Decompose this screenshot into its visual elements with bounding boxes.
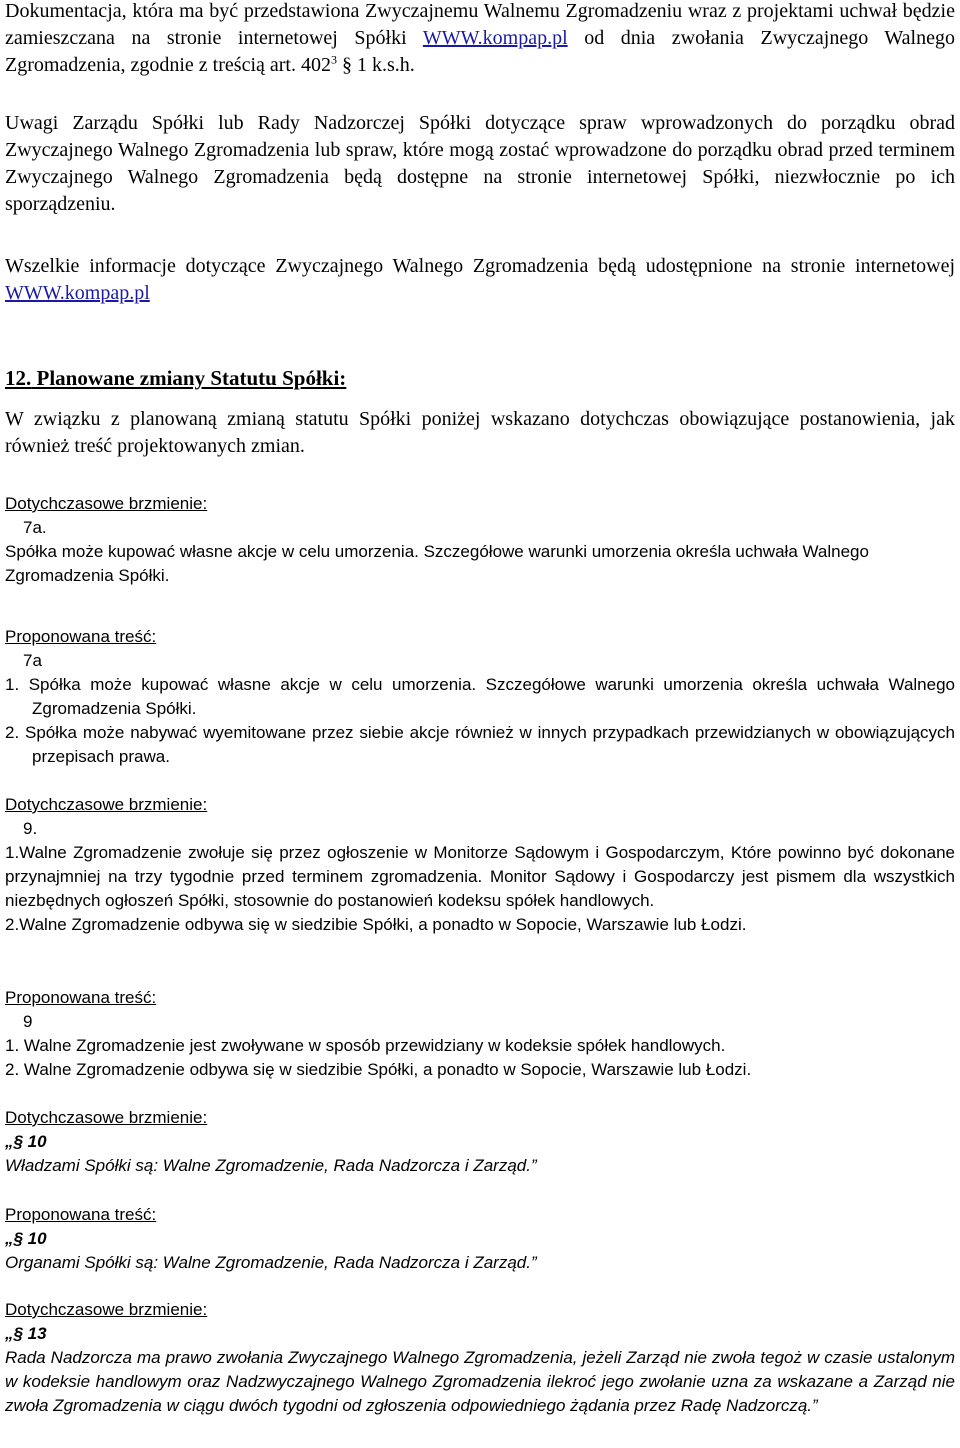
article-paragraph: 2. Walne Zgromadzenie odbywa się w siedzibie Spółki, a ponadto w Sopocie, Warszawie lub Łodzi. [5,1060,752,1079]
article-paragraph: 2.Walne Zgromadzenie odbywa się w siedzibie Spółki, a ponadto w Sopocie, Warszawie lub Łodzi. [5,915,747,934]
intro-text: Dokumentacja, która ma być przedstawiona Zwyczajnemu Walnemu Zgromadzeniu wraz z projektami uchwał będzie zamieszczana na stronie internetowej Spółki [5,0,955,49]
article-text: Spółka może kupować własne akcje w celu umorzenia. Szczegółowe warunki umorzenia określa uchwała Walnego Zgromadzenia Spółki. [5,542,869,585]
label-current: Dotychczasowe brzmienie: [5,1108,208,1127]
proposed-wording-7a [5,625,955,769]
intro-paragraph-1 [5,0,955,79]
article-number: 7a [23,651,42,670]
intro-text: § 1 k.s.h. [336,54,415,76]
current-wording-10 [5,1106,955,1178]
intro-paragraph-3 [5,253,955,307]
label-proposed: Proponowana treść: [5,988,157,1007]
intro-text: od dnia zwołania Zwyczajnego Walnego Zgromadzenia, zgodnie z treścią art. 402 [5,27,955,76]
article-paragraph: 1. Walne Zgromadzenie jest zwoływane w sposób przewidziany w kodeksie spółek handlowych. [5,1036,726,1055]
section-intro: W związku z planowaną zmianą statutu Spółki poniżej wskazano dotychczas obowiązujące postanowienia, jak również treść projektowanych zmian. [5,408,955,457]
article-number: „§ 13 [5,1324,47,1343]
current-wording-13 [5,1298,955,1418]
article-number: „§ 10 [5,1132,47,1151]
current-wording-7a [5,492,955,588]
list-item: 1. Spółka może kupować własne akcje w celu umorzenia. Szczegółowe warunki umorzenia określa uchwała Walnego Zgromadzenia Spółki. [5,675,955,718]
article-number: 9 [23,1012,33,1031]
proposed-wording-9 [5,986,955,1082]
label-current: Dotychczasowe brzmienie: [5,1300,208,1319]
proposed-wording-10 [5,1203,955,1275]
website-link[interactable]: WWW.kompap.pl [5,282,150,304]
section-heading [5,365,955,392]
article-text: Władzami Spółki są: Walne Zgromadzenie, Rada Nadzorcza i Zarząd.” [5,1156,537,1175]
intro-paragraph-2: Uwagi Zarządu Spółki lub Rady Nadzorczej Spółki dotyczące spraw wprowadzonych do porządku obrad Zwyczajnego Walnego Zgromadzenia lub spraw, które mogą zostać wprowadzone do porządku obrad przed terminem Zwyczajnego Walnego Zgromadzenia będą dostępne na stronie internetowej Spółki, niezwłocznie po ich sporządzeniu. [5,112,955,215]
article-paragraph: 1.Walne Zgromadzenie zwołuje się przez ogłoszenie w Monitorze Sądowym i Gospodarczym, Które powinno być dokonane przynajmniej na trzy tygodnie przed terminem zgromadzenia. Monitor Sądowy i Gospodarczy jest pismem dla wszystkich niezbędnych ogłoszeń Spółki, stosownie do postanowień kodeksu spółek handlowych. [5,843,955,910]
label-current: Dotychczasowe brzmienie: [5,795,208,814]
article-number: 7a. [23,518,47,537]
list-item: 2. Spółka może nabywać wyemitowane przez siebie akcje również w innych przypadkach przewidzianych w obowiązujących przepisach prawa. [5,723,955,766]
article-number: „§ 10 [5,1229,47,1248]
label-current: Dotychczasowe brzmienie: [5,494,208,513]
article-number: 9. [23,819,38,838]
current-wording-9 [5,793,955,937]
section-number: 12. [5,366,32,390]
label-proposed: Proponowana treść: [5,1205,157,1224]
section-title: Planowane zmiany Statutu Spółki: [31,366,347,390]
label-proposed: Proponowana treść: [5,627,157,646]
intro-text: Wszelkie informacje dotyczące Zwyczajnego Walnego Zgromadzenia będą udostępnione na stronie internetowej [5,255,955,277]
superscript: 3 [330,52,337,67]
website-link[interactable]: WWW.kompap.pl [422,27,568,49]
article-text: Organami Spółki są: Walne Zgromadzenie, Rada Nadzorcza i Zarząd.” [5,1253,537,1272]
article-text: Rada Nadzorcza ma prawo zwołania Zwyczajnego Walnego Zgromadzenia, jeżeli Zarząd nie zwoła tegoż w czasie ustalonym w kodeksie handlowym oraz Nadzwyczajnego Walnego Zgromadzenia ilekroć jego zwołanie uzna za wskazane a Zarząd nie zwoła Zgromadzenia w ciągu dwóch tygodni od zgłoszenia odpowiedniego żądania przez Radę Nadzorczą.” [5,1348,955,1415]
